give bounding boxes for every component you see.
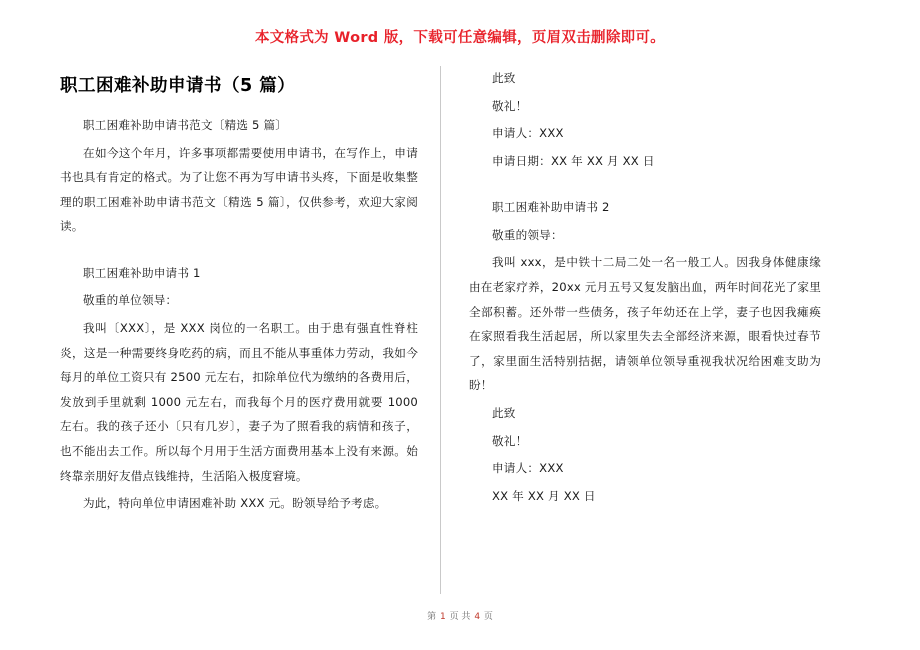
left-column xyxy=(60,66,440,606)
paragraph: 此致 xyxy=(492,71,516,85)
page-title: 职工困难补助申请书（5 篇） xyxy=(60,76,296,96)
section-heading-2: 职工困难补助申请书 2 xyxy=(492,200,610,215)
paragraph: 此致 xyxy=(492,405,516,420)
paragraph: 敬礼！ xyxy=(492,98,528,113)
paragraph: 在如今这个年月，许多事项都需要使用申请书，在写作上，申请书也具有肯定的格式。为了让您不再为写申请书头疼，下面是收集整理的职工困难补助申请书范文〔精选 5 篇〕，仅供参考，欢迎大家阅读。 xyxy=(60,145,418,234)
paragraph: XX 年 XX 月 XX 日 xyxy=(492,488,596,503)
two-column-body xyxy=(60,66,860,606)
page-footer xyxy=(0,609,920,622)
footer-prefix: 第 xyxy=(427,612,437,622)
paragraph: 我叫〔XXX〕，是 XXX 岗位的一名职工。由于患有强直性脊柱炎，这是一种需要终身吃药的病，而且不能从事重体力劳动，我如今每月的单位工资只有 2500 元左右，扣除单位代为缴纳的各费用后，发放到手里就剩 1000 元左右，而我每个月的医疗费用就要 1000 左右。我的孩子还小〔只有几岁〕，妻子为了照看我的病情和孩子，也不能出去工作。所以每个月用于生活方面费用基本上没有来源。始终靠亲朋好友借点钱维持，生活陷入极度窘境。 xyxy=(60,321,418,483)
paragraph: 我叫 xxx，是中铁十二局二处一名一般工人。因我身体健康缘由在老家疗养，20xx 元月五号又复发脑出血，两年时间花光了家里全部积蓄。还外带一些债务，孩子年幼还在上学，妻子也因我瘫痪在家照看我生活起居，所以家里失去全部经济来源，眼看快过春节了，家里面生活特别拮据，请领单位领导重视我状况给困难支助为盼！ xyxy=(469,255,821,393)
word-format-notice: 本文格式为 Word 版，下载可任意编辑，页眉双击删除即可。 xyxy=(254,30,666,46)
right-column xyxy=(441,66,821,606)
footer-total-pages: 4 xyxy=(474,612,481,622)
paragraph: 敬重的领导： xyxy=(492,227,563,242)
paragraph: 申请人：XXX xyxy=(492,461,564,476)
section-heading-1: 职工困难补助申请书 1 xyxy=(83,265,201,280)
paragraph: 敬礼！ xyxy=(492,433,528,448)
footer-current-page: 1 xyxy=(439,612,446,622)
paragraph: 职工困难补助申请书范文〔精选 5 篇〕 xyxy=(83,118,288,132)
paragraph: 敬重的单位领导： xyxy=(83,293,178,308)
footer-suffix: 页 xyxy=(483,612,493,622)
paragraph: 为此，特向单位申请困难补助 XXX 元。盼领导给予考虑。 xyxy=(83,496,387,511)
paragraph: 申请日期：XX 年 XX 月 XX 日 xyxy=(492,153,655,168)
paragraph: 申请人：XXX xyxy=(492,126,564,141)
footer-middle: 页 共 xyxy=(449,612,471,622)
